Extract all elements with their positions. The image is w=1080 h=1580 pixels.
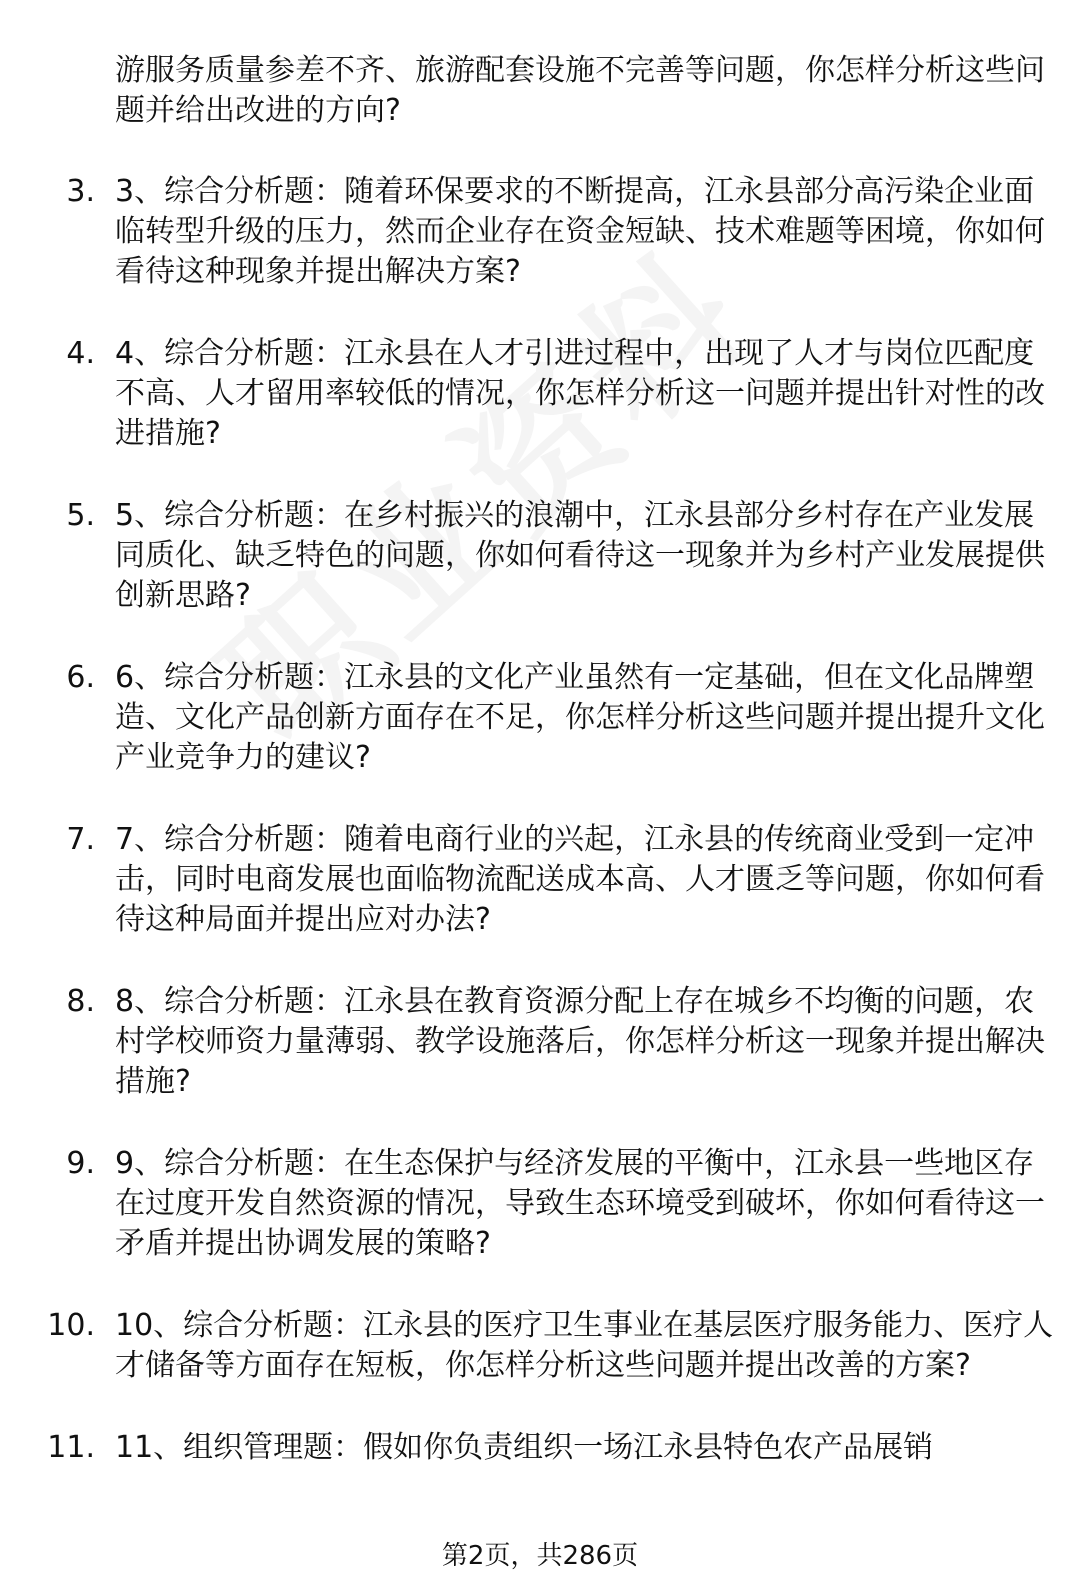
question-number: 9. [66,1146,95,1181]
question-text: 9、综合分析题：在生态保护与经济发展的平衡中，江永县一些地区存在过度开发自然资源的情况，导致生态环境受到破坏，你如何看待这一矛盾并提出协调发展的策略? [115,1146,1045,1261]
question-list [0,172,1080,1510]
page-footer: 第2页，共286页 [441,1541,639,1571]
question-text: 10、综合分析题：江永县的医疗卫生事业在基层医疗服务能力、医疗人才储备等方面存在短板，你怎样分析这些问题并提出改善的方案? [115,1308,1054,1383]
question-number: 3. [66,174,95,209]
question-item [0,1428,1080,1468]
question-number: 4. [66,336,95,371]
question-text: 7、综合分析题：随着电商行业的兴起，江永县的传统商业受到一定冲击，同时电商发展也面临物流配送成本高、人才匮乏等问题，你如何看待这种局面并提出应对办法? [115,822,1045,937]
question-item [0,1306,1080,1386]
question-item [0,658,1080,778]
question-text: 3、综合分析题：随着环保要求的不断提高，江永县部分高污染企业面临转型升级的压力，然而企业存在资金短缺、技术难题等困境，你如何看待这种现象并提出解决方案? [115,174,1045,289]
question-number: 11. [47,1430,95,1465]
question-item [0,334,1080,454]
question-text: 8、综合分析题：江永县在教育资源分配上存在城乡不均衡的问题，农村学校师资力量薄弱、教学设施落后，你怎样分析这一现象并提出解决措施? [115,984,1045,1099]
question-item [0,982,1080,1102]
question-number: 8. [66,984,95,1019]
question-text: 6、综合分析题：江永县的文化产业虽然有一定基础，但在文化品牌塑造、文化产品创新方面存在不足，你怎样分析这些问题并提出提升文化产业竞争力的建议? [115,660,1045,775]
question-text: 5、综合分析题：在乡村振兴的浪潮中，江永县部分乡村存在产业发展同质化、缺乏特色的问题，你如何看待这一现象并为乡村产业发展提供创新思路? [115,498,1045,613]
question-text: 11、组织管理题：假如你负责组织一场江永县特色农产品展销 [115,1430,934,1465]
question-item [0,1144,1080,1264]
question-number: 7. [66,822,95,857]
question-text: 4、综合分析题：江永县在人才引进过程中，出现了人才与岗位匹配度不高、人才留用率较低的情况，你怎样分析这一问题并提出针对性的改进措施? [115,336,1045,451]
continuation-paragraph: 游服务质量参差不齐、旅游配套设施不完善等问题，你怎样分析这些问题并给出改进的方向? [115,53,1045,128]
question-item [0,820,1080,940]
question-item [0,496,1080,616]
question-number: 10. [47,1308,95,1343]
question-number: 6. [66,660,95,695]
question-number: 5. [66,498,95,533]
question-item [0,172,1080,292]
